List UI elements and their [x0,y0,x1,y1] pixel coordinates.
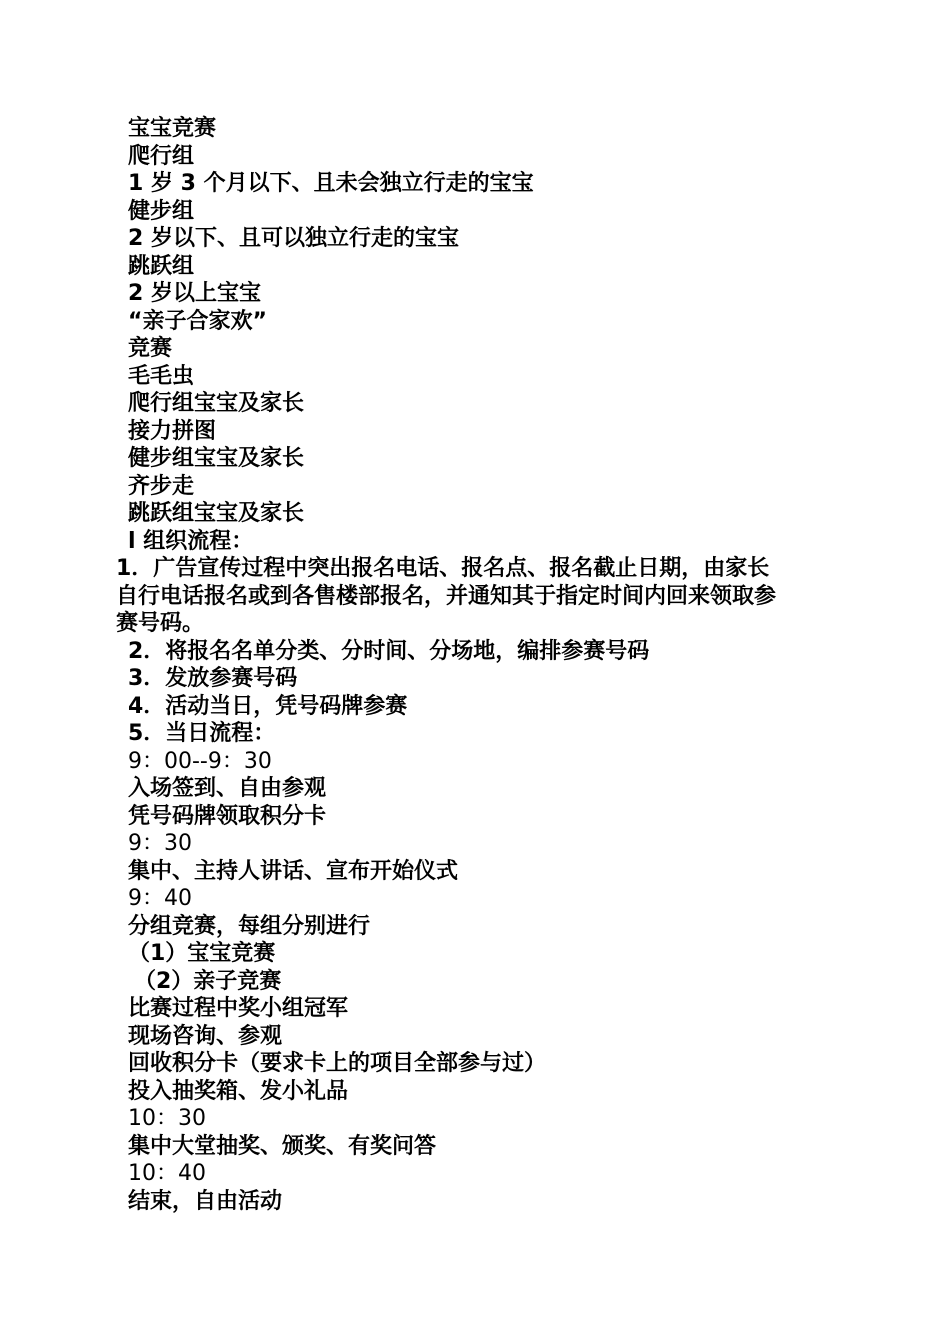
text-line: 竞赛 [128,336,173,361]
text-line: 爬行组宝宝及家长 [128,391,305,416]
text-line: 3．发放参赛号码 [128,666,298,691]
text-line: 凭号码牌领取积分卡 [128,804,327,829]
time-line: 10：40 [128,1161,206,1186]
text-line: 2．将报名名单分类、分时间、分场地，编排参赛号码 [128,639,650,664]
text-line: 集中、主持人讲话、宣布开始仪式 [128,859,459,884]
text-line: 健步组宝宝及家长 [128,446,305,471]
text-line: 跳跃组宝宝及家长 [128,501,305,526]
text-line: 分组竞赛，每组分别进行 [128,914,371,939]
text-line: 入场签到、自由参观 [128,776,327,801]
text-line: 4．活动当日，凭号码牌参赛 [128,694,408,719]
text-line: 健步组 [128,199,195,224]
text-line: 投入抽奖箱、发小礼品 [128,1079,349,1104]
text-line: “亲子合家欢” [128,309,267,334]
text-line: 1．广告宣传过程中突出报名电话、报名点、报名截止日期，由家长 [116,556,770,581]
time-line: 9：00--9：30 [128,749,272,774]
text-line: 2 岁以下、且可以独立行走的宝宝 [128,226,459,251]
text-line: 回收积分卡（要求卡上的项目全部参与过） [128,1051,547,1076]
text-line: （1）宝宝竞赛 [128,941,276,966]
time-line: 9：30 [128,831,192,856]
text-line: 1 岁 3 个月以下、且未会独立行走的宝宝 [128,171,534,196]
text-line: （2）亲子竞赛 [134,969,282,994]
text-line: 自行电话报名或到各售楼部报名，并通知其于指定时间内回来领取参 [116,584,777,609]
time-line: 10：30 [128,1106,206,1131]
text-line: 赛号码。 [116,611,205,636]
text-line: 比赛过程中奖小组冠军 [128,996,349,1021]
section-heading: l 组织流程： [128,529,254,554]
time-line: 9：40 [128,886,192,911]
text-line: 宝宝竞赛 [128,116,217,141]
text-line: 5．当日流程： [128,721,276,746]
text-line: 齐步走 [128,474,195,499]
text-line: 2 岁以上宝宝 [128,281,261,306]
text-line: 爬行组 [128,144,195,169]
text-line: 结束，自由活动 [128,1189,283,1214]
text-line: 接力拼图 [128,419,217,444]
text-line: 毛毛虫 [128,364,195,389]
text-line: 跳跃组 [128,254,195,279]
text-line: 集中大堂抽奖、颁奖、有奖问答 [128,1134,437,1159]
text-line: 现场咨询、参观 [128,1024,283,1049]
